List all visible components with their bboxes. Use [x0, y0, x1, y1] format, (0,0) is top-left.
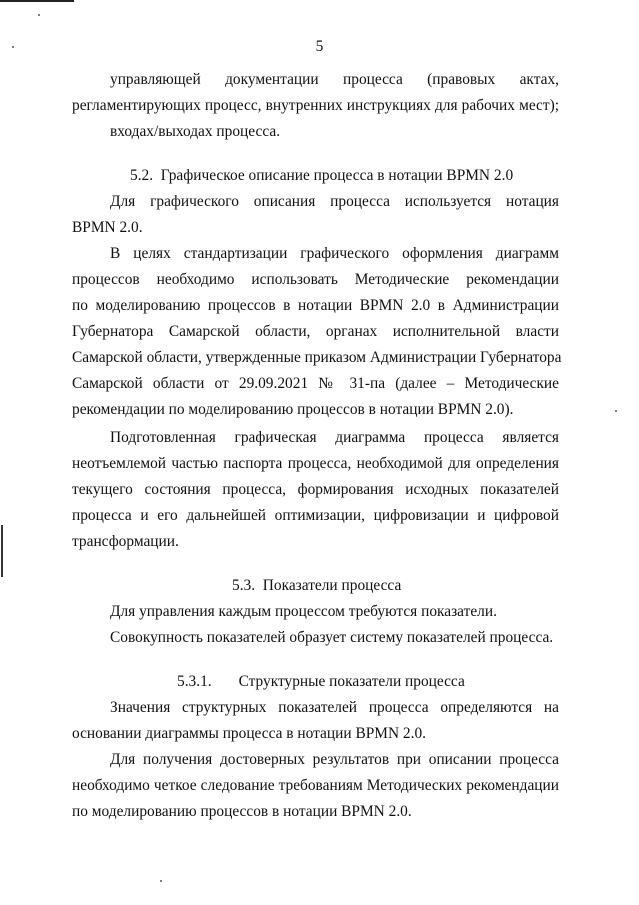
- section-title: Графическое описание процесса в нотации BPMN 2.0: [160, 167, 514, 184]
- paragraph-line: Для управления каждым процессом требуются показатели.: [110, 603, 497, 620]
- paragraph-line: управляющей документации процесса (правовых актах,: [110, 71, 559, 88]
- section-heading-5-3: [232, 576, 401, 596]
- section-heading-5-2: [130, 166, 513, 186]
- paragraph-line: текущего состояния процесса, формирования исходных показателей: [72, 481, 559, 498]
- paragraph-line: Губернатора Самарской области, органах исполнительной власти: [72, 323, 559, 340]
- paragraph-line: необходимо четкое следование требованиям Методических рекомендации: [72, 777, 559, 794]
- paragraph-line: BPMN 2.0.: [72, 219, 143, 236]
- paragraph-line: рекомендации по моделированию процессов в нотации BPMN 2.0).: [72, 401, 514, 418]
- paragraph-line: В целях стандартизации графического оформления диаграмм: [110, 245, 559, 262]
- paragraph-line: Значения структурных показателей процесса определяются на: [110, 699, 559, 716]
- section-title: Показатели процесса: [262, 577, 402, 594]
- section-number: 5.3.: [232, 577, 256, 594]
- scan-speck: [615, 410, 617, 412]
- section-heading-5-3-1: [177, 672, 465, 692]
- paragraph-line: трансформации.: [72, 533, 179, 550]
- scan-margin-mark: [1, 525, 3, 577]
- paragraph-line: регламентирующих процесс, внутренних инструкциях для рабочих мест);: [72, 97, 559, 114]
- section-number: 5.2.: [130, 167, 154, 184]
- paragraph-line: Для графического описания процесса используется нотация: [110, 193, 559, 210]
- section-title: Структурные показатели процесса: [238, 673, 465, 690]
- paragraph-line: процесса и его дальнейшей оптимизации, цифровизации и цифровой: [72, 507, 559, 524]
- paragraph-line: процессов необходимо использовать Методические рекомендации: [72, 271, 559, 288]
- paragraph-line: Самарской области, утвержденные приказом Администрации Губернатора: [72, 349, 562, 366]
- paragraph-line: Совокупность показателей образует систему показателей процесса.: [110, 629, 554, 646]
- scan-speck: [38, 14, 40, 16]
- page-number: 5: [315, 38, 324, 55]
- paragraph-line: Для получения достоверных результатов при описании процесса: [110, 751, 559, 768]
- scan-speck: [160, 880, 162, 882]
- paragraph-line: входах/выходах процесса.: [110, 123, 281, 140]
- scan-edge-mark: [0, 0, 74, 2]
- paragraph-line: по моделированию процессов в нотации BPMN 2.0.: [72, 803, 412, 820]
- paragraph-line: Подготовленная графическая диаграмма процесса является: [110, 429, 559, 446]
- paragraph-line: по моделированию процессов в нотации BPMN 2.0 в Администрации: [72, 297, 559, 314]
- paragraph-line: основании диаграммы процесса в нотации BPMN 2.0.: [72, 725, 427, 742]
- paragraph-line: неотъемлемой частью паспорта процесса, необходимой для определения: [72, 455, 559, 472]
- section-number: 5.3.1.: [177, 673, 212, 690]
- paragraph-line: Самарской области от 29.09.2021 № 31-па (далее – Методические: [72, 375, 559, 392]
